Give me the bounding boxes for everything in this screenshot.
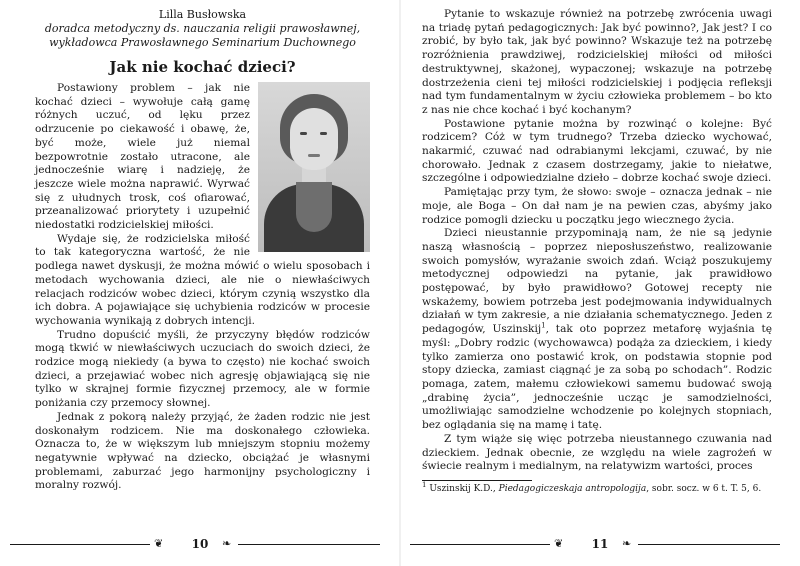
ornament-left-icon: ❦	[154, 537, 164, 550]
paragraph-2: Wydaje się, że rodzicielska miłość to tak kategoryczna wartość, że nie podlega nawet dyskusji, że można mówić o wielu sposobach i metodach wychowania dzieci, ale nie o niewłaściwych relacjach rodziców wobec dzieci, którym czynią wszystko dla ich dobra. A pojawiające się uchybienia rodziców w procesie wychowania wynikają z dobrych intencji.	[35, 232, 370, 327]
paragraph-8-head: Dzieci nieustannie przypominają nam, że nie są jedynie naszą własnością – poprzez nieposłuszeństwo, realizowanie swoich pomysłów, wyrażanie swoich zdań. Wciąż poszukujemy metodycznej odpowiedzi na pytanie, jak prawidłowo postępować, by było prawidłowo? Gotowej recepty nie wskażemy, bowiem potrzeba jest podejmowania indywidualnych działań w tym zakresie, a nie działania schematycznego. Jeden z pedagogów, Uszinskij	[422, 227, 772, 336]
paragraph-8-tail: , tak oto poprzez metaforę wyjaśnia tę myśl: „Dobry rodzic (wychowawca) podąża za dzieckiem, i kiedy tylko zamierza ono postawić krok, on podstawia stopnie pod stopy dziecka, zamiast ciągnąć je za sobą po schodach”. Rodzic pomaga, zatem, małemu człowiekowi samemu budować swoją „drabinę życia”, jednocześnie ucząc je samodzielności, umożliwiając samodzielne wchodzenie po kolejnych stopniach, bez oglądania się na mamę i tatę.	[422, 323, 772, 432]
ornament-right-icon: ❧	[622, 537, 632, 550]
page-number-right: 11	[591, 537, 609, 551]
footnote-rest: , sobr. socz. w 6 t. T. 5, 6.	[646, 483, 762, 494]
page-footer-right	[410, 536, 790, 556]
footnote-rule	[422, 480, 532, 481]
footnote-author: Uszinskij K.D.,	[429, 483, 499, 494]
paragraph-9: Z tym wiąże się więc potrzeba nieustannego czuwania nad dzieckiem. Jednak obecnie, ze względu na wiele zagrożeń w świecie realnym i medialnym, na relatywizm wartości, proces	[422, 432, 772, 473]
page-footer-left	[10, 536, 390, 556]
author-portrait	[258, 82, 370, 252]
author-role-2: wykładowca Prawosławnego Seminarium Duchownego	[49, 36, 356, 49]
paragraph-6: Postawione pytanie można by rozwinąć o kolejne: Być rodzicem? Cóż w tym trudnego? Trzeba dziecko wychować, nakarmić, czuwać nad odrabianymi lekcjami, czuwać, by nie chorowało. Jednak z czasem dostrzegamy, jakie to niełatwe, szczególne i odpowiedzialne dzieło – dobrze kochać swoje dzieci.	[422, 117, 772, 185]
paragraph-3: Trudno dopuścić myśli, że przyczyny błędów rodziców mogą tkwić w niewłaściwych uczuciach do swoich dzieci, że rodzice mogą niekiedy (a bywa to często) nie kochać swoich dzieci, a przejawiać wobec nich agresję objawiającą się nie tylko w skrajnej formie fizycznej przemocy, ale w formie poniżania czy przemocy słownej.	[35, 328, 370, 410]
author-role-1: doradca metodyczny ds. nauczania religii prawosławnej,	[44, 22, 361, 35]
author-name: Lilla Busłowska	[158, 8, 247, 21]
paragraph-4: Jednak z pokorą należy przyjąć, że żaden rodzic nie jest doskonałym rodzicem. Nie ma doskonałego człowieka. Oznacza to, że w większym lub mniejszym stopniu możemy negatywnie wpływać na dziecko, obciążać je własnymi problemami, zaburzać jego harmonijny psychologiczny i moralny rozwój.	[35, 410, 370, 492]
footnote-marker: 1	[422, 480, 427, 489]
right-page	[400, 0, 800, 566]
paragraph-8	[422, 227, 772, 433]
footnote-title: Piedagogiczeskaja antropologija	[498, 483, 647, 494]
footnote-ref: 1	[541, 321, 546, 330]
ornament-left-icon: ❦	[554, 537, 564, 550]
article-title: Jak nie kochać dzieci?	[109, 58, 296, 76]
paragraph-7: Pamiętając przy tym, że słowo: swoje – oznacza jednak – nie moje, ale Boga – On dał nam je na pewien czas, abyśmy jako rodzice pomogli dziecku u początku jego wiecznego życia.	[422, 186, 772, 226]
page-number-left: 10	[191, 537, 209, 551]
footnote	[422, 480, 772, 495]
paragraph-5: Pytanie to wskazuje również na potrzebę zwrócenia uwagi na triadę pytań pedagogicznych: Jak być powinno?, Jak jest? I co zrobić, by było tak, jak być powinno? Wskazuje też na potrzebę rozróżnienia prawdziwej, rodzicielskiej miłości od miłości destruktywnej, skażonej, wypaczonej; wskazuje na potrzebę dostrzeżenia cieni tej miłości rodzicielskiej i podjęcia refleksji nad tym fundamentalnym w życiu człowieka problemem – bo kto z nas nie chce kochać i być kochanym?	[422, 8, 772, 116]
paragraph-1: Postawiony problem – jak nie kochać dzieci – wywołuje całą gamę różnych uczuć, od lęku przez odrzucenie po ciekawość i obawę, że, być może, wiele już niemal bezpowrotnie zostało utracone, ale jednocześnie wiarę i nadzieję, że jeszcze wiele można naprawić. Wyrwać się z ułudnych trosk, coś ofiarować, przeanalizować priorytety i uzupełnić niedostatki rodzicielskiej miłości.	[35, 82, 250, 232]
ornament-right-icon: ❧	[222, 537, 232, 550]
